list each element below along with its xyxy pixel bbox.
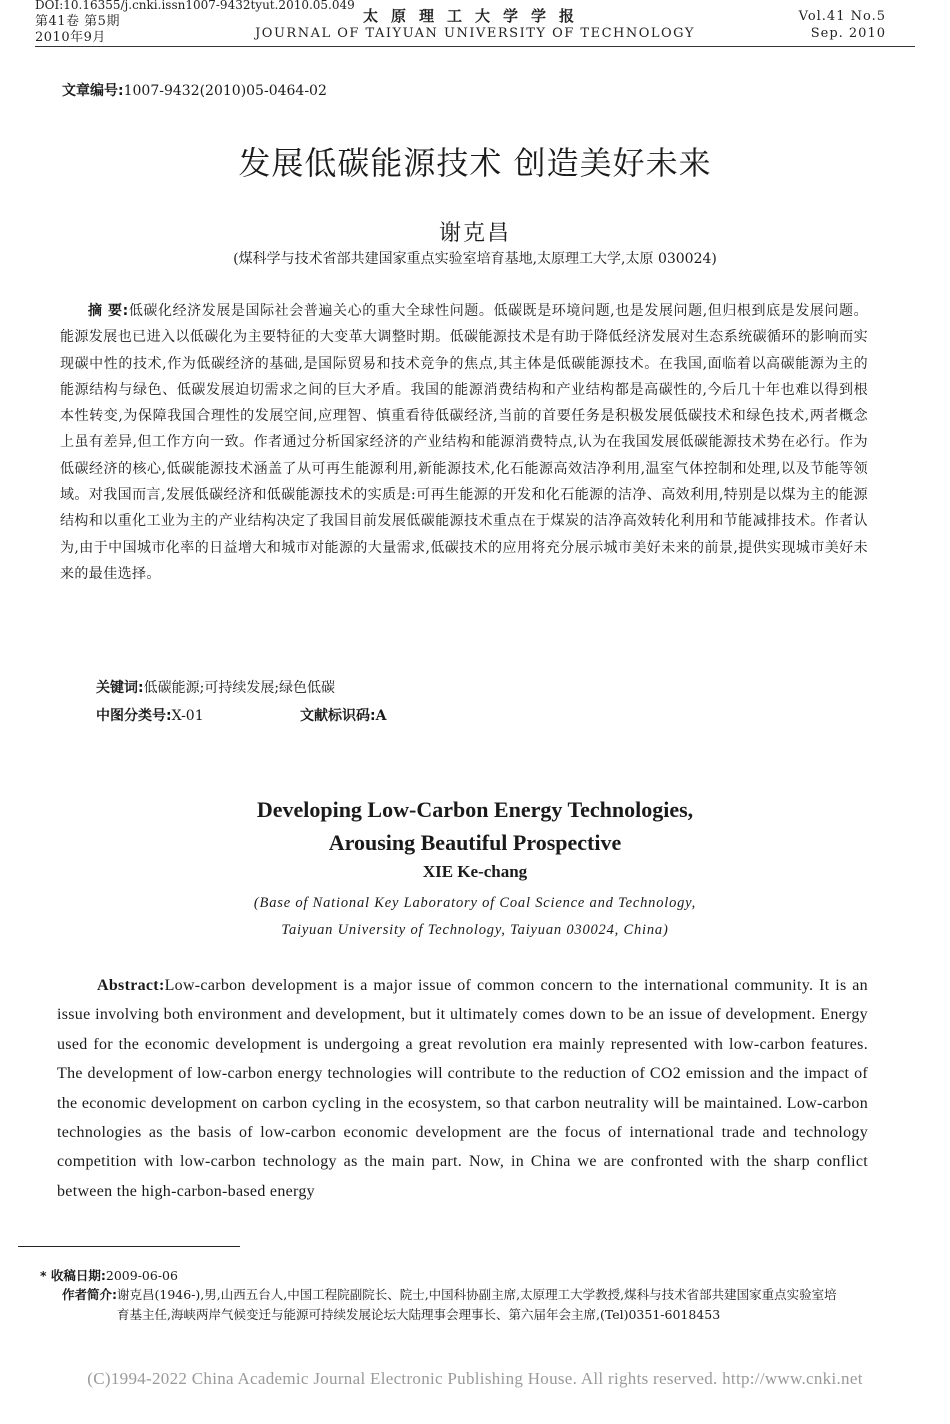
copyright-line: (C)1994-2022 China Academic Journal Electronic Publishing House. All rights reserved. http://www.cnki.net: [87, 1369, 863, 1388]
abstract-cn-label: 摘 要:: [88, 303, 129, 319]
classification-cn-value: X-01: [171, 708, 204, 724]
document-code-cn: [300, 705, 386, 725]
affiliation-cn: (煤科学与技术省部共建国家重点实验室培育基地,太原理工大学,太原 030024): [233, 251, 717, 267]
affiliation-en: [0, 890, 950, 944]
received-date: 2009-06-06: [105, 1268, 178, 1283]
doi-line: DOI:10.16355/j.cnki.issn1007-9432tyut.2010.05.049: [35, 0, 355, 12]
volume-issue-cn: 第41卷 第5期: [35, 14, 120, 29]
document-code-cn-value: A: [375, 708, 387, 724]
author-en: XIE Ke-chang: [422, 862, 528, 881]
title-en: [0, 793, 950, 859]
classification-cn: [96, 705, 204, 725]
author-bio-text: 谢克昌(1946-),男,山西五台人,中国工程院副院长、院士,中国科协副主席,太原理工大学教授,煤科与技术省部共建国家重点实验室培育基主任,海峡两岸气候变迁与能源可持续发展论坛大陆理事会理事长、第六届年会主席,(Tel)0351-6018453: [117, 1287, 837, 1322]
footnote-author-bio: [62, 1285, 862, 1324]
header-divider: [35, 46, 915, 47]
date-en: Sep. 2010: [810, 26, 886, 41]
footnote-divider: [18, 1246, 240, 1247]
volume-en: Vol.41 No.5: [798, 9, 886, 24]
keywords-cn: [96, 677, 335, 697]
affiliation-en-line-1: (Base of National Key Laboratory of Coal Science and Technology,: [253, 895, 697, 911]
author-bio-label: 作者简介:: [62, 1287, 117, 1302]
footnote-received: [40, 1266, 178, 1284]
abstract-en-text: Low-carbon development is a major issue of common concern to the international community. It is an issue involving both environment and development, but it ultimately comes down to be an issue of development. Energy used for the economic development is undergoing a great revolution era mainly represented with low-carbon features. The development of low-carbon energy technologies will contribute to the reduction of CO2 emission and the impact of the economic development on carbon cycling in the ecosystem, so that carbon neutrality will be maintained. Low-carbon technologies as the basis of low-carbon economic development are the focus of international trade and technology competition with low-carbon technology as the main part. Now, in China we are confronted with the sharp conflict between the high-carbon-based energy: [57, 977, 868, 1200]
date-cn: 2010年9月: [35, 30, 106, 45]
header-right: [799, 8, 886, 42]
journal-name-en: JOURNAL OF TAIYUAN UNIVERSITY OF TECHNOLOGY: [255, 26, 695, 41]
article-number-label: 文章编号:: [62, 83, 124, 99]
document-code-cn-label: 文献标识码:: [300, 708, 376, 724]
classification-cn-label: 中图分类号:: [96, 708, 172, 724]
article-number: [62, 80, 327, 100]
received-label: * 收稿日期:: [40, 1268, 106, 1283]
affiliation-en-line-2: Taiyuan University of Technology, Taiyuan 030024, China): [281, 922, 669, 938]
abstract-cn: [60, 298, 868, 587]
keywords-cn-label: 关键词:: [96, 680, 144, 696]
title-en-line-1: Developing Low-Carbon Energy Technologies,: [256, 797, 694, 822]
article-number-value: 1007-9432(2010)05-0464-02: [123, 83, 327, 99]
abstract-en-label: Abstract:: [97, 977, 165, 994]
author-cn: 谢克昌: [438, 221, 511, 246]
keywords-cn-value: 低碳能源;可持续发展;绿色低碳: [143, 680, 336, 696]
journal-name-cn: 太原理工大学学报: [362, 7, 587, 25]
abstract-cn-text: 低碳化经济发展是国际社会普遍关心的重大全球性问题。低碳既是环境问题,也是发展问题,但归根到底是发展问题。能源发展也已进入以低碳化为主要特征的大变革大调整时期。低碳能源技术是有助于降低经济发展对生态系统碳循环的影响而实现碳中性的技术,作为低碳经济的基础,是国际贸易和技术竞争的焦点,其主体是低碳能源技术。在我国,面临着以高碳能源为主的能源结构与绿色、低碳发展迫切需求之间的巨大矛盾。我国的能源消费结构和产业结构都是高碳性的,今后几十年也难以得到根本性转变,为保障我国合理性的发展空间,应理智、慎重看待低碳经济,当前的首要任务是积极发展低碳技术和绿色技术,两者概念上虽有差异,但工作方向一致。作者通过分析国家经济的产业结构和能源消费特点,认为在我国发展低碳能源技术势在必行。作为低碳经济的核心,低碳能源技术涵盖了从可再生能源利用,新能源技术,化石能源高效洁净利用,温室气体控制和处理,以及节能等领域。对我国而言,发展低碳经济和低碳能源技术的实质是:可再生能源的开发和化石能源的洁净、高效利用,特别是以煤为主的能源结构和以重化工业为主的产业结构决定了我国目前发展低碳能源技术重点在于煤炭的洁净高效转化利用和节能减排技术。作者认为,由于中国城市化率的日益增大和城市对能源的大量需求,低碳技术的应用将充分展示城市美好未来的前景,提供实现城市美好未来的最佳选择。: [60, 303, 868, 582]
title-en-line-2: Arousing Beautiful Prospective: [328, 830, 622, 855]
abstract-en: [57, 971, 868, 1206]
title-cn: 发展低碳能源技术 创造美好未来: [238, 144, 712, 182]
